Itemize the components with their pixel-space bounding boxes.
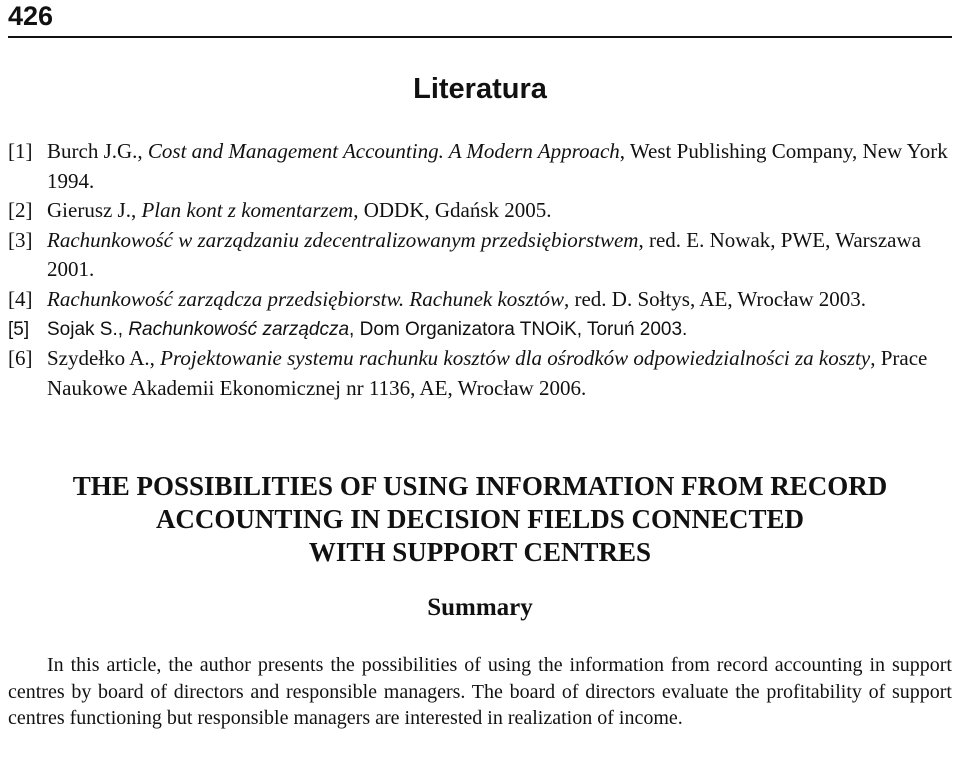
reference-separator: , (130, 198, 142, 223)
reference-title: Rachunkowość zarządcza przedsiębiorstw. Rachunek kosztów (47, 286, 564, 311)
reference-title: Projektowanie systemu rachunku kosztów dla ośrodków odpowiedzialności za koszty (160, 346, 871, 371)
reference-item (8, 315, 952, 345)
reference-author: Szydełko A. (47, 346, 150, 371)
reference-publication: , Prace Naukowe Akademii Ekonomicznej nr 1136, AE, Wrocław 2006. (47, 346, 928, 400)
reference-author: Burch J.G. (47, 139, 138, 163)
reference-item (8, 137, 952, 196)
paper-title (0, 470, 960, 569)
literature-heading: Literatura (413, 73, 547, 105)
reference-item (8, 285, 952, 315)
reference-separator: , (149, 346, 161, 371)
page-header (8, 0, 952, 38)
paper-title-line: THE POSSIBILITIES OF USING INFORMATION FROM RECORD (72, 471, 888, 501)
reference-number: [1] (8, 139, 33, 163)
reference-publication: , ODDK, Gdańsk 2005. (353, 198, 552, 223)
reference-list (8, 137, 952, 403)
reference-publication: , Dom Organizatora TNOiK, Toruń 2003. (349, 318, 688, 340)
reference-item (8, 344, 952, 403)
summary-text: In this article, the author presents the possibilities of using the information from record accounting in support centres by board of directors and responsible managers. The board of directors evaluate the profitability of support centres functioning but responsible managers are interested in realization of income. (8, 654, 952, 729)
reference-author: Sojak S. (47, 318, 118, 340)
page-number: 426 (8, 1, 54, 31)
paper-title-line: WITH SUPPORT CENTRES (308, 537, 652, 567)
reference-separator: , (137, 139, 148, 163)
summary-heading: Summary (427, 594, 533, 621)
reference-number: [3] (8, 227, 33, 252)
reference-title: Cost and Management Accounting. A Modern Approach (147, 139, 620, 163)
reference-separator: , (117, 318, 129, 340)
reference-number: [5] (8, 318, 30, 340)
reference-item (8, 196, 952, 226)
reference-number: [4] (8, 286, 33, 311)
reference-publication: , red. D. Sołtys, AE, Wrocław 2003. (563, 286, 867, 311)
paper-title-line: ACCOUNTING IN DECISION FIELDS CONNECTED (155, 504, 805, 534)
reference-publication: , red. E. Nowak, PWE, Warszawa 2001. (47, 227, 921, 282)
reference-title: Rachunkowość w zarządzaniu zdecentralizowanym przedsiębiorstwem (47, 227, 639, 252)
reference-number: [6] (8, 346, 33, 371)
reference-item (8, 226, 952, 285)
reference-number: [2] (8, 198, 33, 223)
reference-title: Rachunkowość zarządcza (128, 318, 350, 340)
reference-title: Plan kont z komentarzem (141, 198, 354, 223)
reference-publication: , West Publishing Company, New York 1994. (47, 139, 948, 193)
reference-author: Gierusz J. (47, 198, 131, 223)
